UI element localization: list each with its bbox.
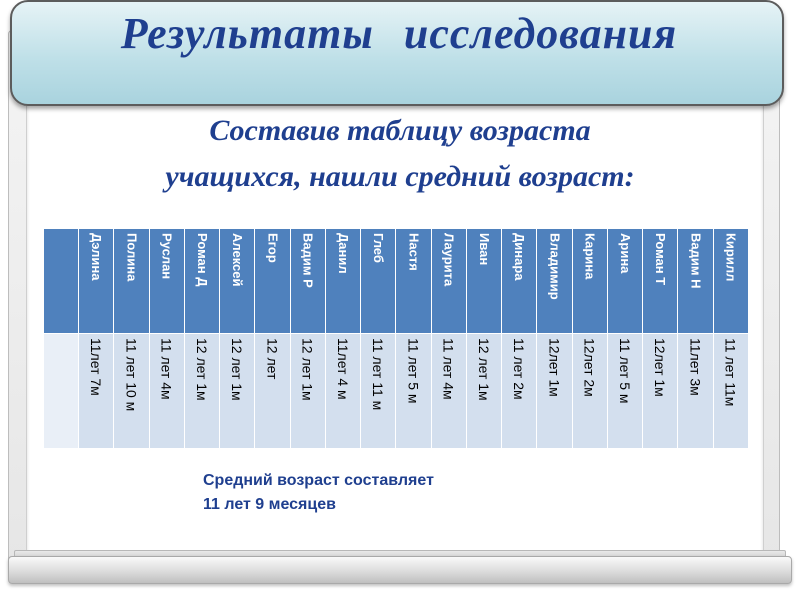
student-name-cell [184, 229, 219, 334]
student-name: Данил [335, 233, 351, 274]
subtitle-line-2: учащихся, нашли средний возраст: [165, 160, 635, 193]
student-age-cell [361, 334, 396, 449]
summary-line-1: Средний возраст составляет [203, 472, 434, 489]
student-age-cell [184, 334, 219, 449]
student-age: 11лет 3м [687, 338, 704, 396]
student-name: Кирилл [723, 233, 739, 282]
student-age: 11 лет 2м [511, 338, 528, 400]
student-age: 12 лет 1м [299, 338, 316, 401]
student-name-cell [643, 229, 678, 334]
student-age: 11 лет 5 м [616, 338, 633, 404]
student-name-cell [572, 229, 607, 334]
student-age: 12лет 1м [546, 338, 563, 397]
student-age-cell [643, 334, 678, 449]
student-name: Алексей [230, 233, 246, 287]
student-age-cell [290, 334, 325, 449]
page-title: Результаты исследования [120, 9, 678, 58]
student-age: 12 лет 1м [229, 338, 246, 401]
student-age-cell [537, 334, 572, 449]
title-banner [10, 0, 784, 106]
student-age-cell [502, 334, 537, 449]
student-age-cell [678, 334, 713, 449]
student-name-cell [255, 229, 290, 334]
student-name-cell [396, 229, 431, 334]
student-age-cell [607, 334, 642, 449]
student-name-cell [220, 229, 255, 334]
student-age-cell [466, 334, 501, 449]
student-name-cell [79, 229, 114, 334]
student-name: Руслан [159, 233, 175, 280]
student-name: Роман Д [194, 233, 210, 287]
student-name: Лаурита [441, 233, 457, 287]
table-corner-cell [44, 229, 79, 334]
student-name-cell [537, 229, 572, 334]
student-name: Настя [406, 233, 422, 271]
student-name-cell [149, 229, 184, 334]
student-name: Динара [512, 233, 528, 281]
student-age: 11 лет 4м [158, 338, 175, 400]
table-corner-cell [44, 334, 79, 449]
ages-row [44, 334, 749, 449]
student-name: Егор [265, 233, 281, 263]
student-age-cell [713, 334, 748, 449]
student-age-cell [255, 334, 290, 449]
student-name: Дэлина [89, 233, 105, 281]
student-name-cell [466, 229, 501, 334]
summary-line-2: 11 лет 9 месяцев [203, 496, 336, 513]
student-age-cell [79, 334, 114, 449]
student-name-cell [114, 229, 149, 334]
student-age: 12лет 1м [652, 338, 669, 397]
student-name-cell [290, 229, 325, 334]
student-age-cell [114, 334, 149, 449]
student-age: 11 лет 4м [440, 338, 457, 400]
names-row [44, 229, 749, 334]
student-age: 11лет 7м [88, 338, 105, 396]
student-age: 11лет 4 м [334, 338, 351, 400]
student-age-cell [325, 334, 360, 449]
student-age: 11 лет 11м [722, 338, 739, 407]
student-name: Карина [582, 233, 598, 280]
student-name: Вадим Р [300, 233, 316, 288]
student-name: Владимир [547, 233, 563, 300]
student-age: 12 лет 1м [475, 338, 492, 401]
student-age-cell [431, 334, 466, 449]
student-name-cell [713, 229, 748, 334]
student-name: Арина [617, 233, 633, 274]
student-age: 11 лет 10 м [123, 338, 140, 412]
student-name: Роман Т [653, 233, 669, 286]
student-name-cell [607, 229, 642, 334]
student-name: Глеб [371, 233, 387, 263]
student-name-cell [431, 229, 466, 334]
student-name: Вадим Н [688, 233, 704, 289]
student-age-cell [396, 334, 431, 449]
student-name-cell [325, 229, 360, 334]
student-name: Полина [124, 233, 140, 282]
student-name-cell [502, 229, 537, 334]
subtitle-line-1: Составив таблицу возраста [209, 114, 591, 147]
student-age-cell [572, 334, 607, 449]
student-age: 12 лет [264, 338, 281, 380]
student-name: Иван [476, 233, 492, 266]
student-age: 11 лет 11 м [370, 338, 387, 411]
student-age-cell [220, 334, 255, 449]
student-age-cell [149, 334, 184, 449]
student-age: 11 лет 5 м [405, 338, 422, 404]
student-name-cell [361, 229, 396, 334]
age-table [43, 228, 749, 449]
whiteboard-tray [8, 556, 792, 584]
student-age: 12лет 2м [581, 338, 598, 397]
student-name-cell [678, 229, 713, 334]
student-age: 12 лет 1м [193, 338, 210, 401]
